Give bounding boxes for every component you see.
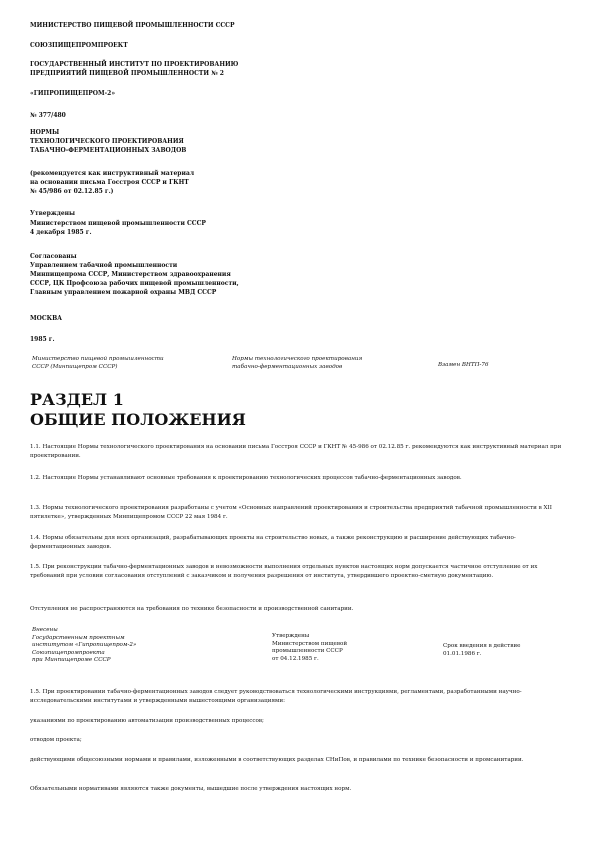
agreed-line-2: Минпищепрома СССР, Министерством здравоохранения [30, 271, 231, 278]
section-number: РАЗДЕЛ 1 [30, 390, 124, 409]
paragraph-1-5: 1.5. При реконструкции табачно-ферментационных заводов и невозможности выполнения отдельных пунктов настоящих норм допускается частичное отступление от их требований при условии согласования отступлений с заказчиком и получения разрешения от института, утвердившего проектно-сметную документацию. [30, 564, 538, 579]
submitted-by [32, 627, 136, 665]
paragraph-snip: действующими общесоюзными нормами и правилами, изложенными в соответствующих разделах СНиПов, и правилами по технике безопасности и промсанитарии. [30, 757, 524, 763]
paragraph-project: отводом проекта; [30, 737, 82, 743]
agreed-line-4: Главным управлением пожарной охраны МВД СССР [30, 289, 217, 296]
agreed-line-3: СССР, ЦК Профсоюза рабочих пищевой промышленности, [30, 280, 239, 287]
submitted-heading: Внесены [32, 627, 58, 633]
agreed-line-1: Управлением табачной промышленности [30, 262, 178, 269]
paragraph-guidelines: 1.5. При проектировании табачно-ферментационных заводов следует руководствоваться технологическими инструкциями, регламентами, разработанными научно-исследовательскими институтами и утвержденными вышестоящими организациями: [30, 689, 522, 704]
norms-title-cell [232, 356, 362, 371]
agreed-heading: Согласованы [30, 253, 77, 260]
approved-date: 4 декабря 1985 г. [30, 229, 92, 236]
effective-date-value: 01.01.1986 г. [443, 650, 482, 657]
approved-by: Министерством пищевой промышленности СССР [30, 220, 206, 227]
replaces-note: Взамен ВНТП-76 [438, 362, 489, 368]
paragraph-automation: указаниями по проектированию автоматизации производственных процессов; [30, 718, 264, 724]
paragraph-1-2: 1.2. Настоящие Нормы устанавливают основные требования к проектированию технологических процессов табачно-ферментационных заводов. [30, 475, 462, 481]
year: 1985 г. [30, 336, 55, 343]
title-line-2: ТЕХНОЛОГИЧЕСКОГО ПРОЕКТИРОВАНИЯ [30, 138, 184, 145]
effective-date-cell [443, 643, 520, 658]
norms-title-line-1: Нормы технологического проектирования [232, 356, 363, 362]
paragraph-1-1: 1.1. Настоящие Нормы технологического проектирования на основании письма Госстроя СССР и ГКНТ № 45-986 от 02.12.85 г. рекомендуются как инструктивный материал при проектировании. [30, 444, 562, 459]
issuer-ministry-line-1: Министерство пищевой промышленности [32, 356, 164, 362]
submitted-line-2: институтом «Гипропищепром-2» [32, 642, 137, 648]
section-title: ОБЩИЕ ПОЛОЖЕНИЯ [30, 410, 246, 429]
document-number: № 377/480 [30, 112, 66, 119]
paragraph-exceptions: Отступления не распространяются на требования по технике безопасности и производственной санитарии. [30, 606, 354, 612]
approved-cell-line-2: промышленности СССР [272, 648, 343, 654]
paragraph-1-3: 1.3. Нормы технологического проектирования разработаны с учетом «Основных направлений проектирования и строительства предприятий табачной промышленности в XII пятилетке», утвержденных Минпищепромом СССР 22 мая 1984 г. [30, 505, 552, 520]
approved-cell-line-1: Министерством пищевой [272, 640, 348, 647]
paragraph-mandatory: Обязательными нормативами являются также документы, вышедшие после утверждения настоящих норм. [30, 786, 352, 792]
paragraph-1-4: 1.4. Нормы обязательны для всех организаций, разрабатывающих проекты на строительство новых, а также реконструкцию и расширение действующих табачно-ферментационных заводов. [30, 535, 516, 550]
title-line-1: НОРМЫ [30, 129, 60, 136]
institute-short-name: «ГИПРОПИЩЕПРОМ-2» [30, 90, 116, 97]
submitted-line-3: Союзпищепромпроекта [32, 649, 105, 656]
approved-cell-date: от 04.12.1985 г. [272, 655, 319, 662]
approved-cell-heading: Утверждены [272, 633, 310, 639]
norms-title-line-2: табачно-ферментационных заводов [232, 363, 343, 370]
ministry-header: МИНИСТЕРСТВО ПИЩЕВОЙ ПРОМЫШЛЕННОСТИ СССР [30, 22, 235, 29]
recommendation-line-2: на основании письма Госстроя СССР и ГКНТ [30, 179, 189, 186]
institute-line-1: ГОСУДАРСТВЕННЫЙ ИНСТИТУТ ПО ПРОЕКТИРОВАНИЮ [30, 61, 239, 68]
recommendation-line-3: № 45/986 от 02.12.85 г.) [30, 188, 114, 195]
organization-name: СОЮЗПИЩЕПРОМПРОЕКТ [30, 42, 128, 49]
issuer-ministry-line-2: СССР (Минпищепром СССР) [32, 363, 118, 370]
approved-heading: Утверждены [30, 210, 76, 217]
city: МОСКВА [30, 315, 63, 322]
issuer-ministry [32, 356, 164, 371]
title-line-3: ТАБАЧНО-ФЕРМЕНТАЦИОННЫХ ЗАВОДОВ [30, 147, 187, 154]
institute-line-2: ПРЕДПРИЯТИЙ ПИЩЕВОЙ ПРОМЫШЛЕННОСТИ № 2 [30, 70, 224, 77]
approved-by-cell [272, 633, 347, 663]
submitted-line-1: Государственным проектным [32, 634, 125, 641]
submitted-line-4: при Минпищепроме СССР [32, 657, 111, 663]
effective-date-label: Срок введения в действие [443, 643, 521, 649]
recommendation-line-1: (рекомендуется как инструктивный материал [30, 170, 195, 177]
